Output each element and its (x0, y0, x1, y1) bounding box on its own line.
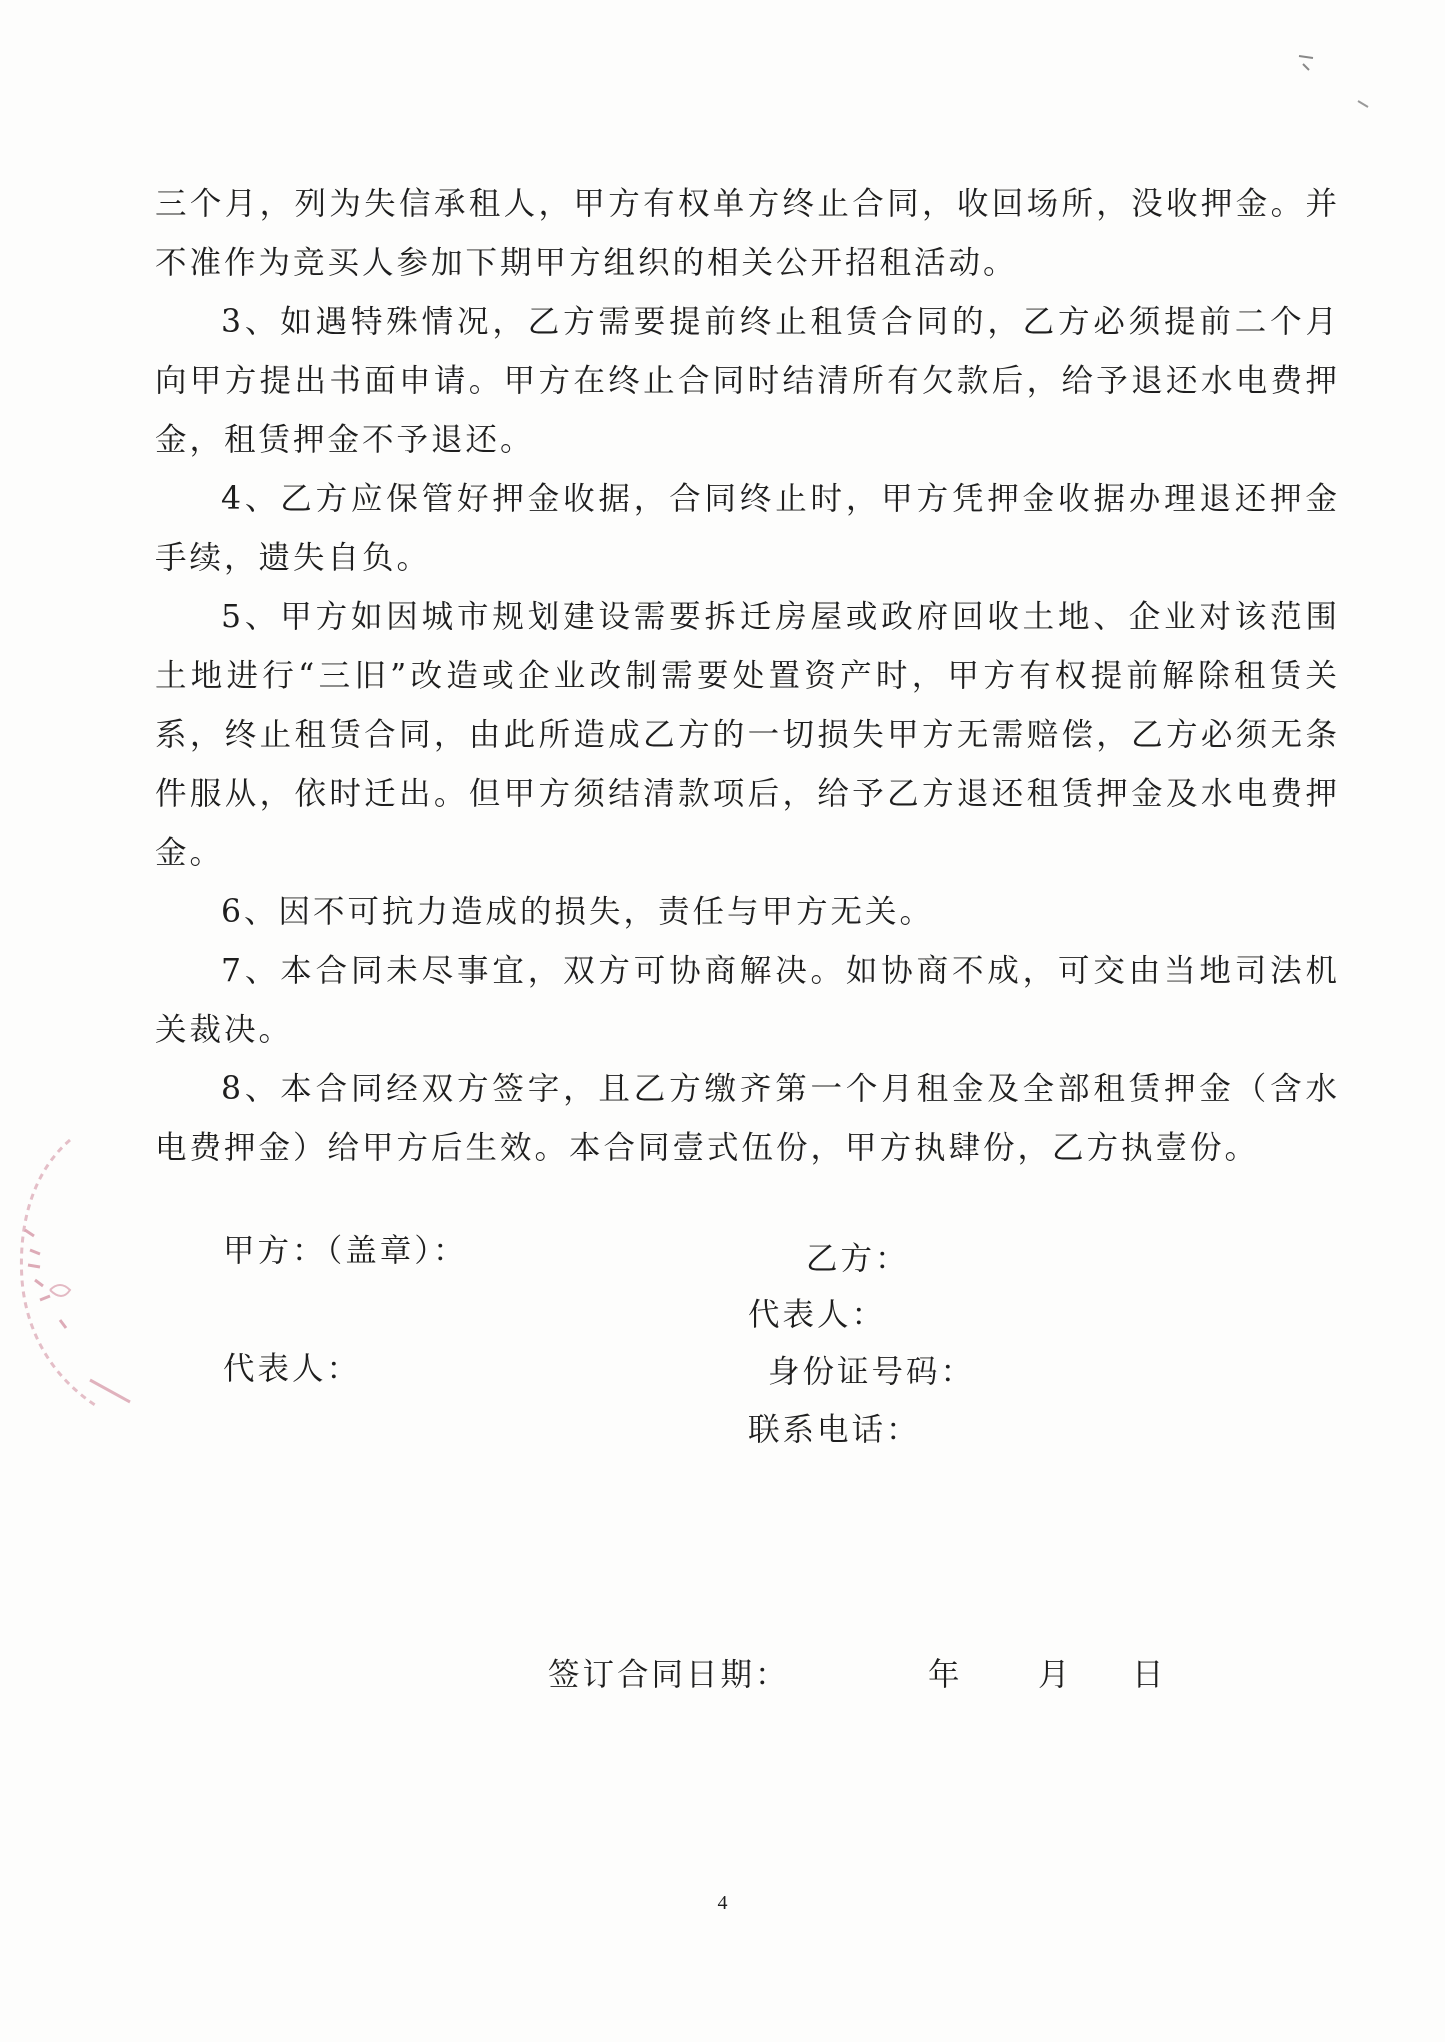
clause-5: 5、甲方如因城市规划建设需要拆迁房屋或政府回收土地、企业对该范围土地进行“三旧”改造或企业改制需要处置资产时，甲方有权提前解除租赁关系，终止租赁合同，由此所造成乙方的一切损失甲方无需赔偿，乙方必须无条件服从，依时迁出。但甲方须结清款项后，给予乙方退还租赁押金及水电费押金。 (155, 599, 1340, 871)
party-b-label: 乙方： (806, 1241, 910, 1277)
party-a-representative-label: 代表人： (223, 1351, 362, 1387)
clause-8: 8、本合同经双方签字，且乙方缴齐第一个月租金及全部租赁押金（含水电费押金）给甲方后生效。本合同壹式伍份，甲方执肆份，乙方执壹份。 (155, 1071, 1340, 1166)
party-b-id-number-label: 身份证号码： (768, 1354, 976, 1390)
page-number: 4 (717, 1892, 728, 1914)
clause-3: 3、如遇特殊情况，乙方需要提前终止租赁合同的，乙方必须提前二个月向甲方提出书面申请。甲方在终止合同时结清所有欠款后，给予退还水电费押金，租赁押金不予退还。 (155, 304, 1340, 458)
party-b-representative-label: 代表人： (748, 1297, 887, 1333)
signing-date-label: 签订合同日期： (548, 1657, 790, 1693)
paragraph-continuation: 三个月，列为失信承租人，甲方有权单方终止合同，收回场所，没收押金。并不准作为竞买人参加下期甲方组织的相关公开招租活动。 (155, 186, 1340, 281)
party-b-phone-label: 联系电话： (748, 1412, 921, 1448)
clause-4: 4、乙方应保管好押金收据，合同终止时，甲方凭押金收据办理退还押金手续，遗失自负。 (155, 481, 1340, 576)
clause-7: 7、本合同未尽事宜，双方可协商解决。如协商不成，可交由当地司法机关裁决。 (155, 953, 1340, 1048)
signing-date-day: 日 (1132, 1657, 1167, 1693)
seal-stamp-trace (0, 1130, 160, 1430)
contract-body (155, 175, 1340, 1178)
signing-date-month: 月 (1038, 1657, 1073, 1693)
clause-6: 6、因不可抗力造成的损失，责任与甲方无关。 (221, 894, 935, 930)
scan-speck (1355, 95, 1375, 115)
signing-date-year: 年 (928, 1657, 963, 1693)
party-a-seal-label: 甲方：（盖章）： (223, 1233, 468, 1269)
scan-speck (1295, 48, 1325, 78)
